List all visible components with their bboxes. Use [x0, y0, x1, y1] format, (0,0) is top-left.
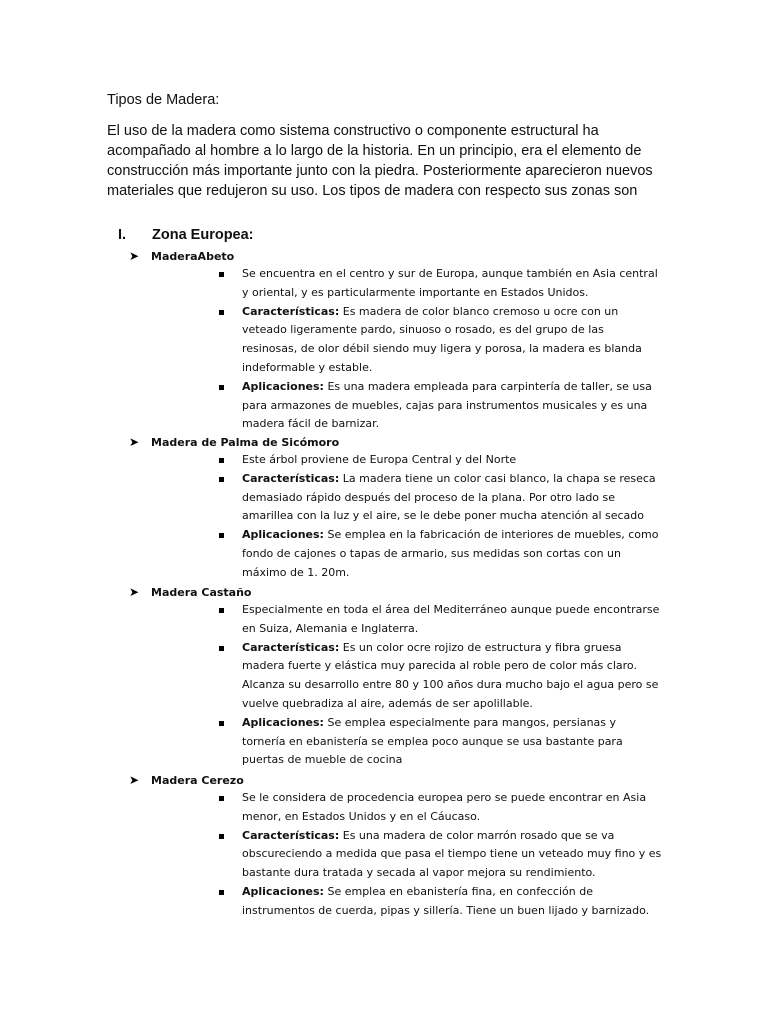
wood-heading	[129, 771, 689, 789]
square-bullet-icon	[219, 834, 224, 839]
property-item	[129, 601, 662, 639]
property-item	[129, 714, 662, 770]
property-item	[129, 303, 662, 378]
wood-property-list	[129, 451, 689, 583]
property-text: Es madera de color blanco cremoso u ocre con un veteado ligeramente pardo, sinuoso o rosado, es del grupo de las resinosas, de olor débil siendo muy ligera y porosa, la madera es blanda indeformable y estable.	[242, 304, 642, 374]
property-label: Características:	[242, 828, 340, 842]
square-bullet-icon	[219, 890, 224, 895]
square-bullet-icon	[219, 272, 224, 277]
property-text: Se emplea en la fabricación de interiores de muebles, como fondo de cajones o tapas de armario, sus medidas son cortas con un máximo de 1. 20m.	[242, 528, 659, 579]
property-item	[129, 789, 662, 827]
arrow-bullet-icon: ➤	[129, 249, 140, 263]
square-bullet-icon	[219, 385, 224, 390]
square-bullet-icon	[219, 458, 224, 463]
property-text: La madera tiene un color casi blanco, la chapa se reseca demasiado rápido después del proceso de la plana. Por otro lado se amarillea con la luz y el aire, se le debe poner mucha atención al secado	[242, 471, 656, 523]
property-text: Es un color ocre rojizo de estructura y fibra gruesa madera fuerte y elástica muy parecida al roble pero de color más claro. Alcanza su desarrollo entre 80 y 100 años dura mucho bajo el agua pero se vuelve quebradiza al aire, además de ser apolillable.	[242, 640, 659, 710]
intro-paragraph: El uso de la madera como sistema constructivo o componente estructural ha acompañado al hombre a lo largo de la historia. En un principio, era el elemento de construcción más importante junto con la piedra. Posteriormente aparecieron nuevos materiales que redujeron su uso. Los tipos de madera con respecto sus zonas son	[107, 123, 653, 199]
property-text: Se le considera de procedencia europea pero se puede encontrar en Asia menor, en Estados Unidos y en el Cáucaso.	[242, 791, 647, 823]
section-heading	[118, 227, 254, 243]
property-text: Este árbol proviene de Europa Central y del Norte	[242, 453, 517, 466]
wood-entry-castano	[129, 583, 689, 770]
property-label: Aplicaciones:	[242, 715, 324, 729]
property-label: Aplicaciones:	[242, 884, 324, 898]
wood-property-list	[129, 789, 689, 921]
property-label: Aplicaciones:	[242, 528, 324, 542]
wood-name: MaderaAbeto	[151, 250, 235, 263]
wood-name: Madera Castaño	[151, 586, 252, 599]
property-text: Es una madera de color marrón rosado que se va obscureciendo a medida que pasa el tiempo tiene un veteado muy fino y es bastante dura tratada y secada al vapor mejora su rendimiento.	[242, 828, 662, 880]
property-item	[129, 639, 662, 714]
property-item	[129, 451, 662, 470]
property-label: Aplicaciones:	[242, 379, 324, 393]
wood-name: Madera de Palma de Sicómoro	[151, 436, 340, 449]
wood-heading	[129, 433, 689, 451]
square-bullet-icon	[219, 477, 224, 482]
square-bullet-icon	[219, 646, 224, 651]
square-bullet-icon	[219, 721, 224, 726]
property-item	[129, 883, 662, 921]
property-text: Es una madera empleada para carpintería de taller, se usa para armazones de muebles, cajas para instrumentos musicales y es una madera fácil de barnizar.	[242, 379, 652, 431]
property-item	[129, 526, 662, 582]
section-title: Zona Europea:	[152, 227, 254, 243]
wood-property-list	[129, 265, 689, 434]
property-item	[129, 378, 662, 434]
square-bullet-icon	[219, 533, 224, 538]
wood-entry-abeto	[129, 247, 689, 434]
square-bullet-icon	[219, 796, 224, 801]
page-title: Tipos de Madera:	[107, 92, 220, 108]
property-item	[129, 470, 662, 526]
property-label: Características:	[242, 471, 340, 485]
property-text: Se emplea en ebanistería fina, en confección de instrumentos de cuerda, pipas y sillería. Tiene un buen lijado y barnizado.	[242, 884, 650, 917]
wood-property-list	[129, 601, 689, 770]
wood-heading	[129, 247, 689, 265]
arrow-bullet-icon: ➤	[129, 773, 140, 787]
property-item	[129, 265, 662, 303]
wood-name: Madera Cerezo	[151, 774, 244, 787]
arrow-bullet-icon: ➤	[129, 435, 140, 449]
wood-entry-cerezo	[129, 771, 689, 921]
wood-entry-sicomoro	[129, 433, 689, 583]
property-item	[129, 827, 662, 883]
square-bullet-icon	[219, 310, 224, 315]
square-bullet-icon	[219, 608, 224, 613]
property-text: Se emplea especialmente para mangos, persianas y tornería en ebanistería se emplea poco aunque se usa bastante para puertas de mueble de cocina	[242, 715, 623, 767]
property-label: Características:	[242, 640, 340, 654]
property-text: Especialmente en toda el área del Mediterráneo aunque puede encontrarse en Suiza, Alemania e Inglaterra.	[242, 603, 660, 635]
property-text: Se encuentra en el centro y sur de Europa, aunque también en Asia central y oriental, y es particularmente importante en Estados Unidos.	[242, 267, 658, 299]
property-label: Características:	[242, 304, 340, 318]
wood-heading	[129, 583, 689, 601]
arrow-bullet-icon: ➤	[129, 585, 140, 599]
section-numeral: I.	[118, 227, 127, 243]
